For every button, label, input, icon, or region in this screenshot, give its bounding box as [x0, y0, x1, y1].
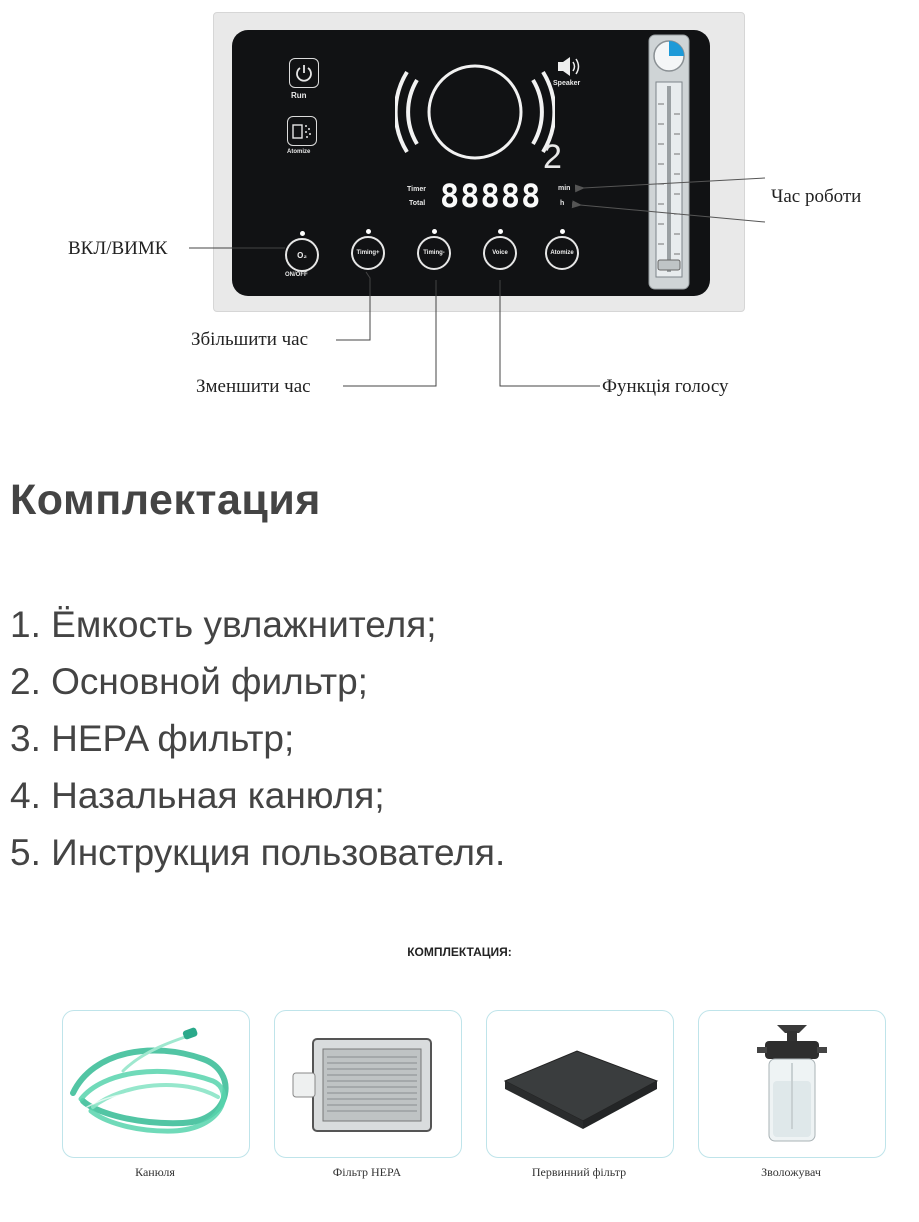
atomize-button-label: Atomize	[550, 250, 574, 256]
kit-label-humidifier: Зволожувач	[761, 1165, 821, 1179]
callout-work-time: Час роботи	[771, 186, 862, 207]
list-item: 5. Инструкция пользователя.	[10, 832, 506, 873]
list-item: 4. Назальная канюля;	[10, 775, 385, 816]
total-label: Total	[409, 200, 426, 207]
run-label: Run	[291, 91, 307, 100]
cannula-image	[63, 1011, 249, 1157]
voice-label: Voice	[492, 250, 508, 256]
kit-title: КОМПЛЕКТАЦИЯ:	[407, 945, 512, 959]
callout-power: ВКЛ/ВИМК	[68, 238, 168, 259]
callout-voice-function: Функція голосу	[602, 376, 729, 397]
o2-button-label: O₂	[297, 250, 307, 260]
hepa-filter-image	[275, 1011, 461, 1157]
timing-minus-label: Timing-	[423, 250, 445, 256]
kit-card-cannula	[62, 1010, 250, 1158]
list-item: 1. Ёмкость увлажнителя;	[10, 604, 437, 645]
kit-card-humidifier	[698, 1010, 886, 1158]
list-item: 2. Основной фильтр;	[10, 661, 368, 702]
primary-filter-image	[487, 1011, 673, 1157]
control-panel-diagram	[0, 0, 919, 410]
timer-label: Timer	[407, 186, 426, 193]
kit-card-hepa-filter	[274, 1010, 462, 1158]
on-off-label: ON/OFF	[285, 272, 308, 278]
kit-contents-list	[10, 596, 505, 881]
humidifier-image	[699, 1011, 885, 1157]
kit-label-primary-filter: Первинний фільтр	[531, 1165, 627, 1179]
timing-plus-label: Timing+	[356, 250, 380, 256]
kit-card-primary-filter	[486, 1010, 674, 1158]
kit-label-cannula: Канюля	[135, 1165, 175, 1179]
atomize-label: Atomize	[287, 149, 311, 155]
callout-decrease-time: Зменшити час	[196, 376, 311, 397]
callout-increase-time: Збільшити час	[191, 329, 309, 350]
list-item: 3. HEPA фильтр;	[10, 718, 295, 759]
kit-label-hepa-filter: Фільтр HEPA	[332, 1165, 402, 1179]
concentration-digit: 2	[543, 138, 562, 176]
time-digits: 88888	[440, 177, 542, 215]
min-label: min	[558, 185, 571, 192]
hour-label: h	[560, 200, 565, 207]
section-title: Комплектация	[10, 476, 321, 524]
speaker-label: Speaker	[553, 80, 581, 87]
